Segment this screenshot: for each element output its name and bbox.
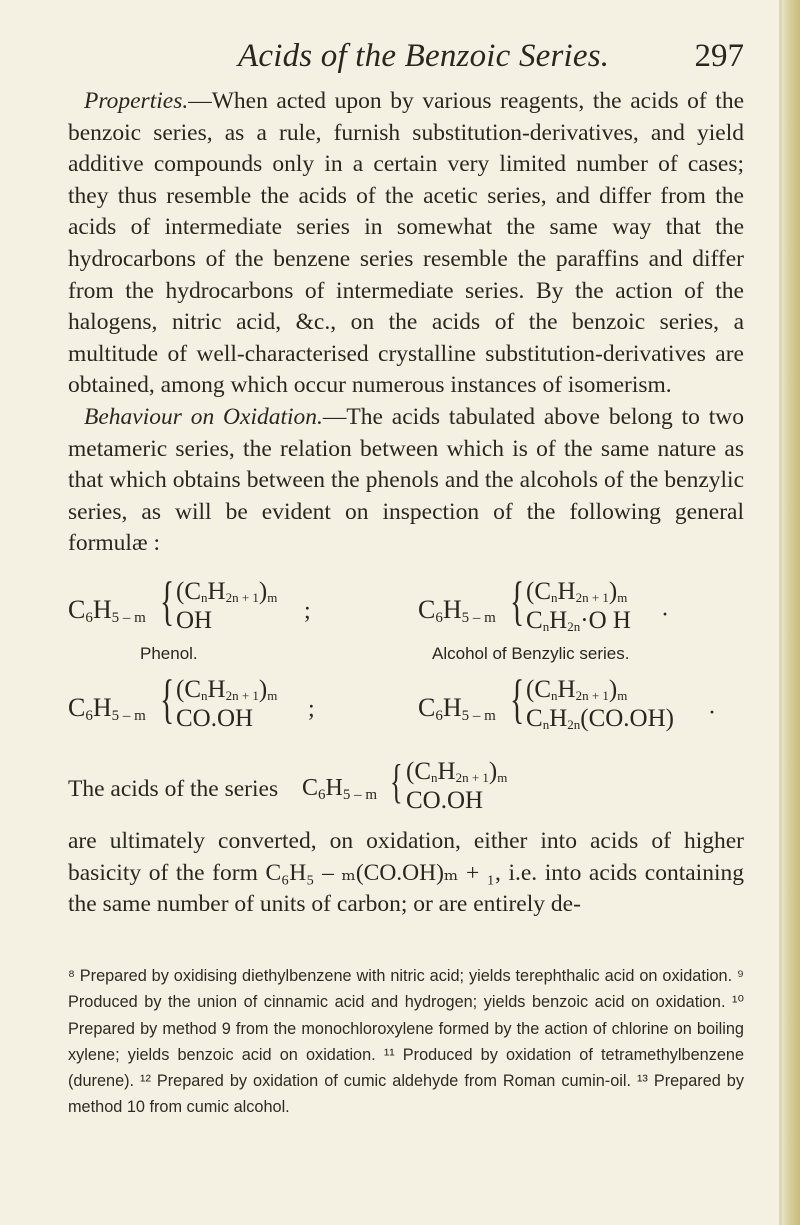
formula-base: $C_6H_{5 - m}$ xyxy=(302,774,378,803)
brace: { xyxy=(160,570,175,631)
separator: ; xyxy=(308,695,315,722)
brace: { xyxy=(160,668,175,729)
formula-stack: $(C_nH_{2n + 1})_m$ $C_nH_{2n}(CO.OH)$ xyxy=(526,675,674,732)
separator: · xyxy=(661,601,669,628)
formula-stack: $(C_nH_{2n + 1})_m$ CO.OH xyxy=(406,757,508,814)
footnote-text: ⁸ Prepared by oxidising diethylbenzene with nitric acid; yields terephthalic acid on oxidation. ⁹ Produced by the union of cinnamic acid and hydrogen; yields benzoic acid on oxidation. ¹⁰ Prepared by method 9 from the monochloroxylene formed by the action of chlorine on boiling xylene; yields benzoic acid on oxidation. ¹¹ Produced by oxidation of tetramethylbenzene (durene). ¹² Prepared by oxidation of cumic aldehyde from Roman cumin-oil. ¹³ Prepared by method 10 from cumic alcohol. xyxy=(68,967,744,1117)
separator: · xyxy=(708,699,716,726)
paragraph-text: —The acids tabulated above belong to two metameric series, the relation between which is of the same nature as that which obtains between the phenols and the alcohols of the benzylic series, as will be evident on inspection of the following general formulæ : xyxy=(68,403,744,557)
brace: { xyxy=(510,570,525,631)
brace: { xyxy=(510,668,525,729)
formula-base: $C_6H_{5 - m}$ xyxy=(68,692,146,724)
paragraph-heading: Behaviour on Oxidation. xyxy=(84,403,323,430)
paragraph-continued xyxy=(68,826,744,921)
sentence-lead: The acids of the series xyxy=(68,775,279,802)
brace: { xyxy=(390,754,403,808)
running-title: Acids of the Benzoic Series. xyxy=(238,38,610,74)
separator: ; xyxy=(304,597,311,624)
paragraph-oxidation xyxy=(68,402,744,560)
page-edge xyxy=(782,0,800,1225)
sentence-line xyxy=(68,754,744,822)
formula-base: $C_6H_{5 - m}$ xyxy=(418,692,496,724)
body-text xyxy=(68,86,744,921)
formula-stack: $(C_nH_{2n + 1})_m$ $C_nH_{2n}\cdot O$ H xyxy=(526,577,631,634)
paragraph-properties xyxy=(68,86,744,402)
formula-stack: $(C_nH_{2n + 1})_m$ OH xyxy=(176,577,278,634)
formula-block xyxy=(68,566,744,828)
page-header xyxy=(68,38,744,78)
formula-stack: $(C_nH_{2n + 1})_m$ CO.OH xyxy=(176,675,278,732)
paragraph-heading: Properties. xyxy=(84,88,189,114)
formula-base: $C_6H_{5 - m}$ xyxy=(418,594,496,626)
formula-base: $C_6H_{5 - m}$ xyxy=(68,594,146,626)
page-number: 297 xyxy=(694,38,744,74)
caption-alcohol: Alcohol of Benzylic series. xyxy=(432,643,630,663)
caption-phenol: Phenol. xyxy=(140,643,198,663)
paragraph-text: are ultimately converted, on oxidation, either into acids of higher basicity of the form C₆H₅ – ₘ(CO.OH)ₘ + ₁, i.e. into acids containing the same number of units of carbon; or are entirely de- xyxy=(68,827,744,918)
footnotes xyxy=(68,963,744,1121)
paragraph-text: —When acted upon by various reagents, the acids of the benzoic series, as a rule, furnish substitution-derivatives, and yield additive compounds only in a certain very limited number of cases; they thus resemble the acids of the acetic series, and differ from the acids of intermediate series in somewhat the same way that the hydrocarbons of the benzene series resemble the paraffins and differ from the hydrocarbons of intermediate series. By the action of the halogens, nitric acid, &c., on the acids of the benzoic series, a multitude of well-characterised crystalline substitution-derivatives are obtained, among which occur numerous instances of isomerism. xyxy=(68,88,744,399)
